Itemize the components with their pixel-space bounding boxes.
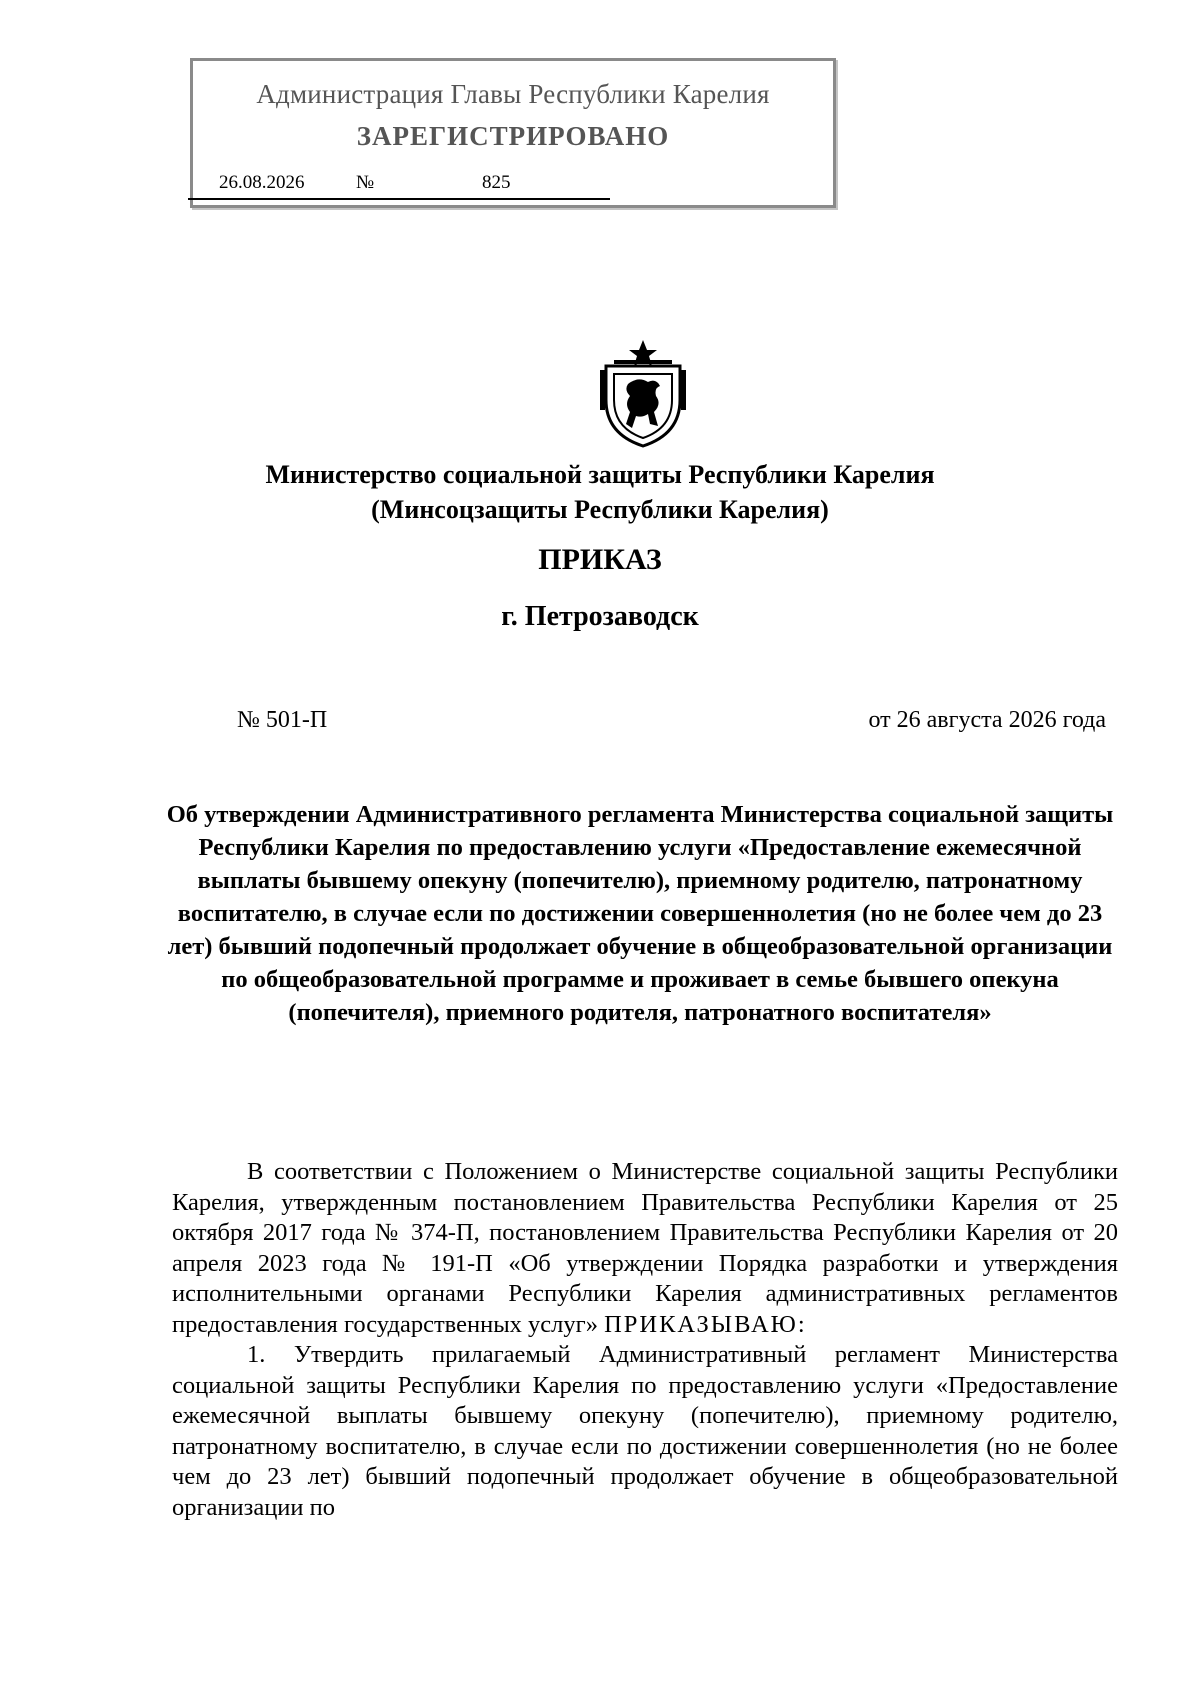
paragraph-preamble [172,1157,1118,1340]
document-title: Об утверждении Административного регламента Министерства социальной защиты Республики Карелия по предоставлению услуги «Предоставление ежемесячной выплаты бывшему опекуну (попечителю), приемному родителю, патронатному воспитателю, в случае если по достижении совершеннолетия (но не более чем до 23 лет) бывший подопечный продолжает обучение в общеобразовательной организации по общеобразовательной программе и проживает в семье бывшего опекуна (попечителя), приемного родителя, патронатного воспитателя» [166,801,1114,1026]
order-number: № 501-П [237,707,328,733]
ministry-short-name: (Минсоцзащиты Республики Карелия) [371,495,829,524]
stamp-registration-line [188,170,610,200]
stamp-number-sign: № [356,172,375,193]
document-body [172,1157,1118,1523]
order-date: от 26 августа 2026 года [868,707,1106,733]
stamp-date: 26.08.2026 [219,172,305,193]
preamble-text: В соответствии с Положением о Министерстве социальной защиты Республики Карелия, утвержденным постановлением Правительства Республики Карелия от 25 октября 2017 года № 374-П, постановлением Правительства Республики Карелия от 20 апреля 2023 года № 191-П «Об утверждении Порядка разработки и утверждения исполнительными органами Республики Карелия административных регламентов предоставления государственных услуг» [172,1158,1118,1338]
karelia-coat-of-arms-icon [598,338,688,450]
stamp-registered-label: ЗАРЕГИСТРИРОВАНО [356,121,670,151]
paragraph-item-1: 1. Утвердить прилагаемый Административный регламент Министерства социальной защиты Республики Карелия по предоставлению услуги «Предоставление ежемесячной выплаты бывшему опекуну (попечителю), приемному родителю, патронатному воспитателю, в случае если по достижении совершеннолетия (но не более чем до 23 лет) бывший подопечный продолжает обучение в общеобразовательной организации по [172,1341,1118,1521]
document-type: ПРИКАЗ [538,543,662,576]
city: г. Петрозаводск [501,601,699,632]
stamp-number: 825 [482,172,511,193]
ministry-name: Министерство социальной защиты Республики Карелия [265,460,935,489]
command-word: ПРИКАЗЫВАЮ: [604,1310,807,1338]
stamp-administration-name: Администрация Главы Республики Карелия [256,79,770,109]
